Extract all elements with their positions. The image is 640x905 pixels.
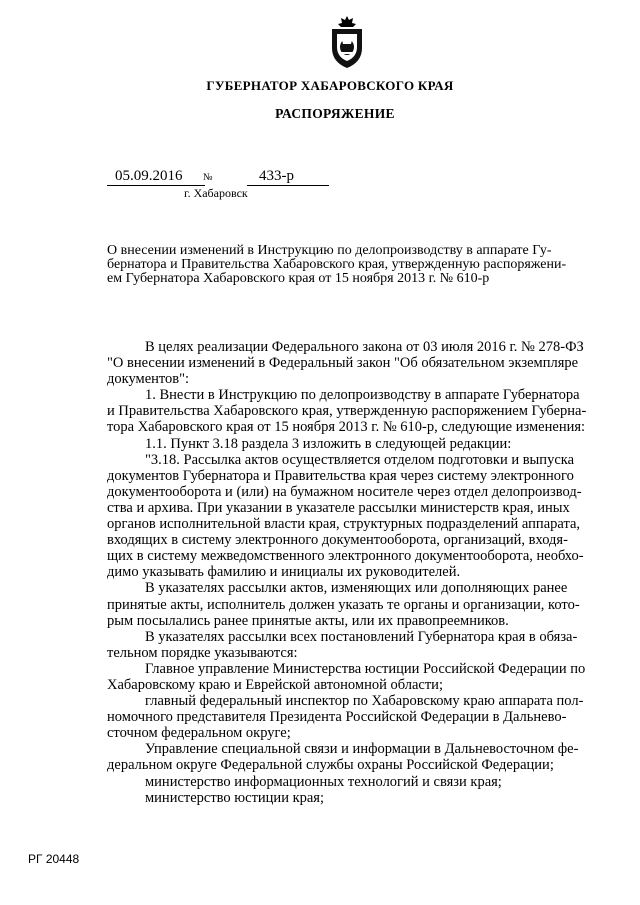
body-line: В целях реализации Федерального закона от 03 июля 2016 г. № 278-ФЗ — [145, 339, 584, 355]
body-line: министерство информационных технологий и связи края; — [145, 773, 502, 790]
body-line: тора Хабаровского края от 15 ноября 2013 г. № 610-р, следующие изменения: — [107, 419, 586, 436]
document-number: 433-р — [247, 168, 329, 186]
document-body — [107, 339, 605, 806]
document-title — [107, 244, 605, 286]
body-line: 1. Внести в Инструкцию по делопроизводству в аппарате Губернатора — [145, 387, 580, 404]
body-line: рым посылались ранее принятые акты, или их правопреемников. — [107, 612, 509, 629]
body-line: принятые акты, исполнитель должен указать те органы и организации, кото- — [107, 596, 580, 613]
footer-code: РГ 20448 — [28, 852, 80, 866]
body-line: тельном порядке указываются: — [107, 644, 298, 661]
body-line: В указателях рассылки всех постановлений Губернатора края в обяза- — [145, 628, 578, 645]
issuer-heading: ГУБЕРНАТОР ХАБАРОВСКОГО КРАЯ — [206, 78, 454, 93]
body-line: димо указывать фамилию и инициалы их руководителей. — [107, 564, 461, 581]
document-city: г. Хабаровск — [184, 186, 248, 200]
number-sign: № — [203, 172, 213, 183]
body-line: документооборота и (или) на бумажном носителе через отдел делопроизвод- — [107, 483, 582, 500]
body-line: министерство юстиции края; — [145, 789, 325, 806]
body-line: В указателях рассылки актов, изменяющих или дополняющих ранее — [145, 580, 568, 597]
body-line: Хабаровскому краю и Еврейской автономной области; — [107, 676, 443, 693]
body-line: документов": — [107, 371, 190, 388]
body-line: ства и архива. При указании в указателе рассылки министерств края, иных — [107, 499, 570, 516]
document-type-heading: РАСПОРЯЖЕНИЕ — [275, 106, 395, 121]
body-line: щих в систему межведомственного электронного документооборота, необхо- — [107, 548, 584, 565]
body-line: деральном округе Федеральной службы охраны Российской Федерации; — [107, 757, 554, 774]
body-line: входящих в систему электронного документооборота, организаций, входя- — [107, 532, 568, 549]
body-line: органов исполнительной власти края, структурных подразделений аппарата, — [107, 516, 581, 533]
coat-of-arms-emblem — [326, 14, 368, 70]
body-line: Управление специальной связи и информации в Дальневосточном фе- — [145, 741, 579, 758]
body-line: "3.18. Рассылка актов осуществляется отделом подготовки и выпуска — [145, 451, 575, 468]
body-line: документов Губернатора и Правительства края через систему электронного — [107, 467, 574, 484]
body-line: "О внесении изменений в Федеральный закон "Об обязательном экземпляре — [107, 355, 579, 372]
body-line: и Правительства Хабаровского края, утвержденную распоряжением Губерна- — [107, 403, 587, 420]
title-line: бернатора и Правительства Хабаровского края, утвержденную распоряжени- — [107, 257, 567, 272]
title-line: ем Губернатора Хабаровского края от 15 ноября 2013 г. № 610-р — [107, 271, 490, 286]
body-line: 1.1. Пункт 3.18 раздела 3 изложить в следующей редакции: — [145, 435, 512, 452]
body-line: номочного представителя Президента Российской Федерации в Дальнево- — [107, 709, 567, 726]
document-date: 05.09.2016 — [107, 168, 205, 186]
body-line: сточном федеральном округе; — [107, 725, 291, 742]
body-line: главный федеральный инспектор по Хабаровскому краю аппарата пол- — [145, 693, 584, 710]
body-line: Главное управление Министерства юстиции Российской Федерации по — [145, 660, 586, 677]
title-line: О внесении изменений в Инструкцию по делопроизводству в аппарате Гу- — [107, 243, 552, 258]
